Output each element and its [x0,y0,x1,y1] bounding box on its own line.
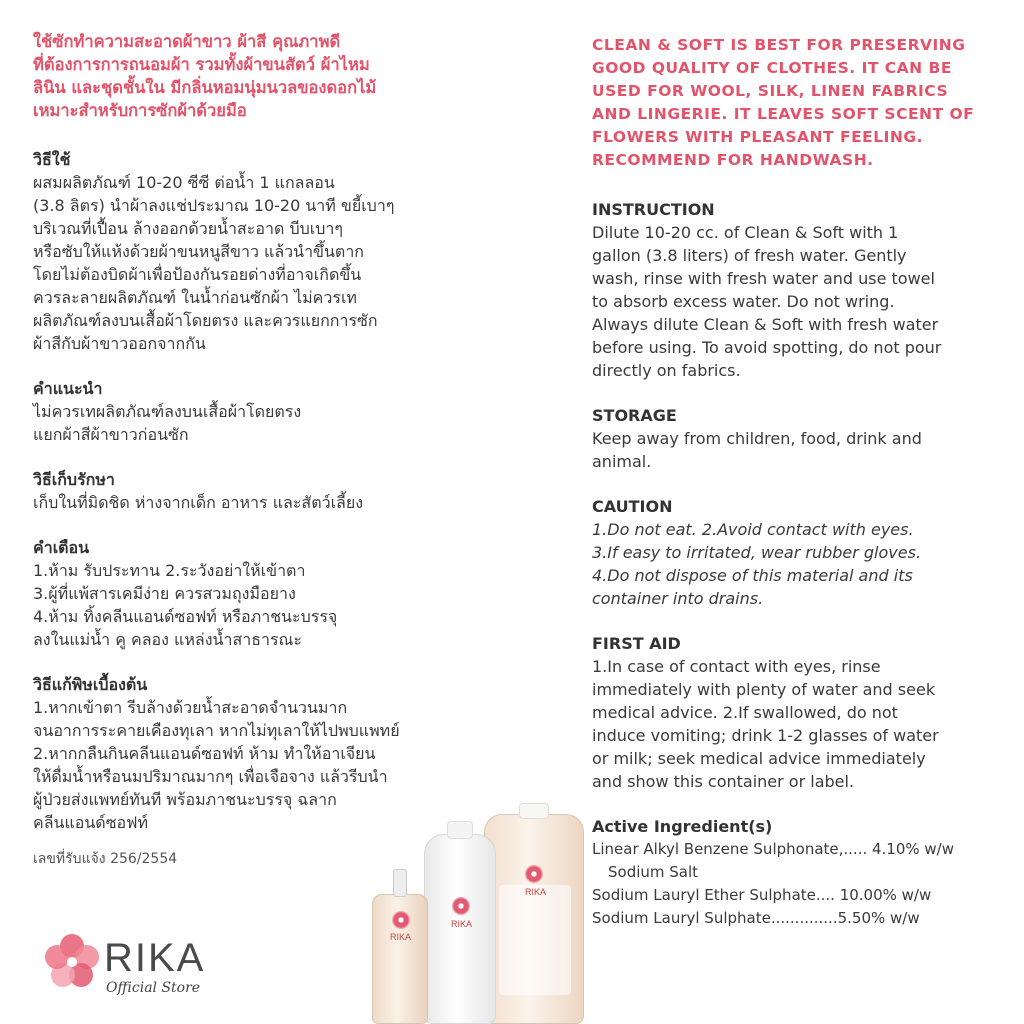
section-line: ควรละลายผลิตภัณฑ์ ในน้ำก่อนซักผ้า ไม่ควรเท [33,288,357,307]
bottle-label [499,885,571,995]
thai-advice-section [33,377,453,446]
thai-column [33,30,453,870]
thai-intro-line: ลินิน และชุดชั้นใน มีกลิ่นหอมนุ่มนวลของดอกไม้ [33,78,377,97]
ingredient-line: Sodium Salt [608,863,699,881]
bottle-cap [447,821,473,839]
section-line: โดยไม่ต้องบิดผ้าเพื่อป้องกันรอยด่างที่อาจเกิดขึ้น [33,265,362,284]
section-line: to absorb excess water. Do not wring. [592,292,895,311]
english-intro-line: USED FOR WOOL, SILK, LINEN FABRICS [592,82,949,100]
section-line: Dilute 10-20 cc. of Clean & Soft with 1 [592,223,899,242]
section-line: wash, rinse with fresh water and use towel [592,269,935,288]
section-line: คลีนแอนด์ซอฟท์ [33,813,149,832]
thai-usage-section [33,148,453,355]
section-title: STORAGE [592,406,677,425]
section-line: animal. [592,452,652,471]
thai-intro [33,30,453,122]
ingredient-line: Linear Alkyl Benzene Sulphonate,..... 4.10% w/w [592,840,955,858]
bottle-brand-label: RIKA [451,919,473,929]
section-line: (3.8 ลิตร) นำผ้าลงแช่ประมาณ 10-20 นาที ขยี้เบาๆ [33,196,395,215]
bottle-brand-label: RIKA [390,932,412,942]
registration-number: เลขที่รับแจ้ง 256/2554 [33,851,178,867]
section-title: CAUTION [592,497,673,516]
storage-section [592,404,1002,473]
active-ingredients-section [592,815,1002,930]
bottle-brand-label: RIKA [525,887,547,897]
section-line: หรือซับให้แห้งด้วยผ้าขนหนูสีขาว แล้วนำขึ้นตาก [33,242,364,261]
section-line: Keep away from children, food, drink and [592,429,922,448]
section-line: 4.Do not dispose of this material and its [592,566,913,585]
gallon-bottle [484,814,584,1024]
pump-cap [393,869,407,897]
section-line: medical advice. 2.If swallowed, do not [592,703,898,722]
section-line: ผู้ป่วยส่งแพทย์ทันที พร้อมภาชนะบรรจุ ฉลาก [33,790,337,809]
thai-storage-section [33,468,453,514]
white-bottle [424,834,496,1024]
flower-icon [525,865,543,883]
flower-icon [392,911,410,929]
section-line: induce vomiting; drink 1-2 glasses of water [592,726,939,745]
thai-intro-line: เหมาะสำหรับการซักผ้าด้วยมือ [33,101,247,120]
section-title: วิธีเก็บรักษา [33,470,115,489]
section-line: ให้ดื่มน้ำหรือนมปริมาณมากๆ เพื่อเจือจาง แล้วรีบนำ [33,767,388,786]
section-line: and show this container or label. [592,772,855,791]
logo-subtitle: Official Store [106,980,201,996]
section-title: วิธีแก้พิษเบื้องต้น [33,675,148,694]
section-line: ผ้าสีกับผ้าขาวออกจากกัน [33,334,206,353]
section-line: บริเวณที่เปื้อน ล้างออกด้วยน้ำสะอาด บีบเบาๆ [33,219,343,238]
first-aid-section [592,632,1002,793]
product-bottles-image [372,808,588,1024]
english-intro-line: FLOWERS WITH PLEASANT FEELING. [592,128,923,146]
section-line: gallon (3.8 liters) of fresh water. Gently [592,246,907,265]
english-intro-line: CLEAN & SOFT IS BEST FOR PRESERVING [592,36,966,54]
section-line: ผลิตภัณฑ์ลงบนเสื้อผ้าโดยตรง และควรแยกการซัก [33,311,378,330]
section-line: before using. To avoid spotting, do not pour [592,338,942,357]
section-title: FIRST AID [592,634,681,653]
section-line: 1.หากเข้าตา รีบล้างด้วยน้ำสะอาดจำนวนมาก [33,698,348,717]
section-line: 1.In case of contact with eyes, rinse [592,657,881,676]
section-title: INSTRUCTION [592,200,715,219]
thai-intro-line: ใช้ซักทำความสะอาดผ้าขาว ผ้าสี คุณภาพดี [33,32,341,51]
section-title: คำแนะนำ [33,379,103,398]
section-line: 1.Do not eat. 2.Avoid contact with eyes. [592,520,914,539]
section-title: Active Ingredient(s) [592,817,773,836]
bottle-cap [519,803,549,819]
section-line: 4.ห้าม ทิ้งคลีนแอนด์ซอฟท์ หรือภาชนะบรรจุ [33,607,338,626]
section-line: or milk; seek medical advice immediately [592,749,926,768]
instruction-section [592,198,1002,382]
english-intro [592,34,1002,172]
section-title: วิธีใช้ [33,150,71,169]
section-line: ลงในแม่น้ำ คู คลอง แหล่งน้ำสาธารณะ [33,630,302,649]
english-column [592,34,1002,930]
flower-logo-icon [42,930,102,994]
flower-icon [452,897,470,915]
english-intro-line: AND LINGERIE. IT LEAVES SOFT SCENT OF [592,105,975,123]
ingredient-line: Sodium Lauryl Ether Sulphate.... 10.00% w/w [592,886,932,904]
english-intro-line: GOOD QUALITY OF CLOTHES. IT CAN BE [592,59,952,77]
rika-logo [42,930,222,1000]
section-line: 1.ห้าม รับประทาน 2.ระวังอย่าให้เข้าตา [33,561,306,580]
section-line: 3.ผู้ที่แพ้สารเคมีง่าย ควรสวมถุงมือยาง [33,584,296,603]
section-line: ผสมผลิตภัณฑ์ 10-20 ซีซี ต่อน้ำ 1 แกลลอน [33,173,335,192]
section-line: แยกผ้าสีผ้าขาวก่อนซัก [33,425,189,444]
section-line: immediately with plenty of water and seek [592,680,936,699]
caution-section [592,495,1002,610]
thai-caution-section [33,536,453,651]
section-line: container into drains. [592,589,764,608]
section-line: เก็บในที่มิดชิด ห่างจากเด็ก อาหาร และสัตว์เลี้ยง [33,493,364,512]
section-line: directly on fabrics. [592,361,741,380]
section-line: 3.If easy to irritated, wear rubber gloves. [592,543,922,562]
ingredient-line: Sodium Lauryl Sulphate..............5.50% w/w [592,909,920,927]
section-line: 2.หากกลืนกินคลีนแอนด์ซอฟท์ ห้าม ทำให้อาเจียน [33,744,376,763]
section-line: Always dilute Clean & Soft with fresh water [592,315,939,334]
thai-intro-line: ที่ต้องการการถนอมผ้า รวมทั้งผ้าขนสัตว์ ผ้าไหม [33,55,370,74]
section-title: คำเตือน [33,538,90,557]
small-bottle [372,894,428,1024]
logo-wordmark: RIKA [104,936,206,980]
english-intro-line: RECOMMEND FOR HANDWASH. [592,151,874,169]
section-line: ไม่ควรเทผลิตภัณฑ์ลงบนเสื้อผ้าโดยตรง [33,402,302,421]
section-line: จนอาการระคายเคืองทุเลา หากไม่ทุเลาให้ไปพบแพทย์ [33,721,400,740]
